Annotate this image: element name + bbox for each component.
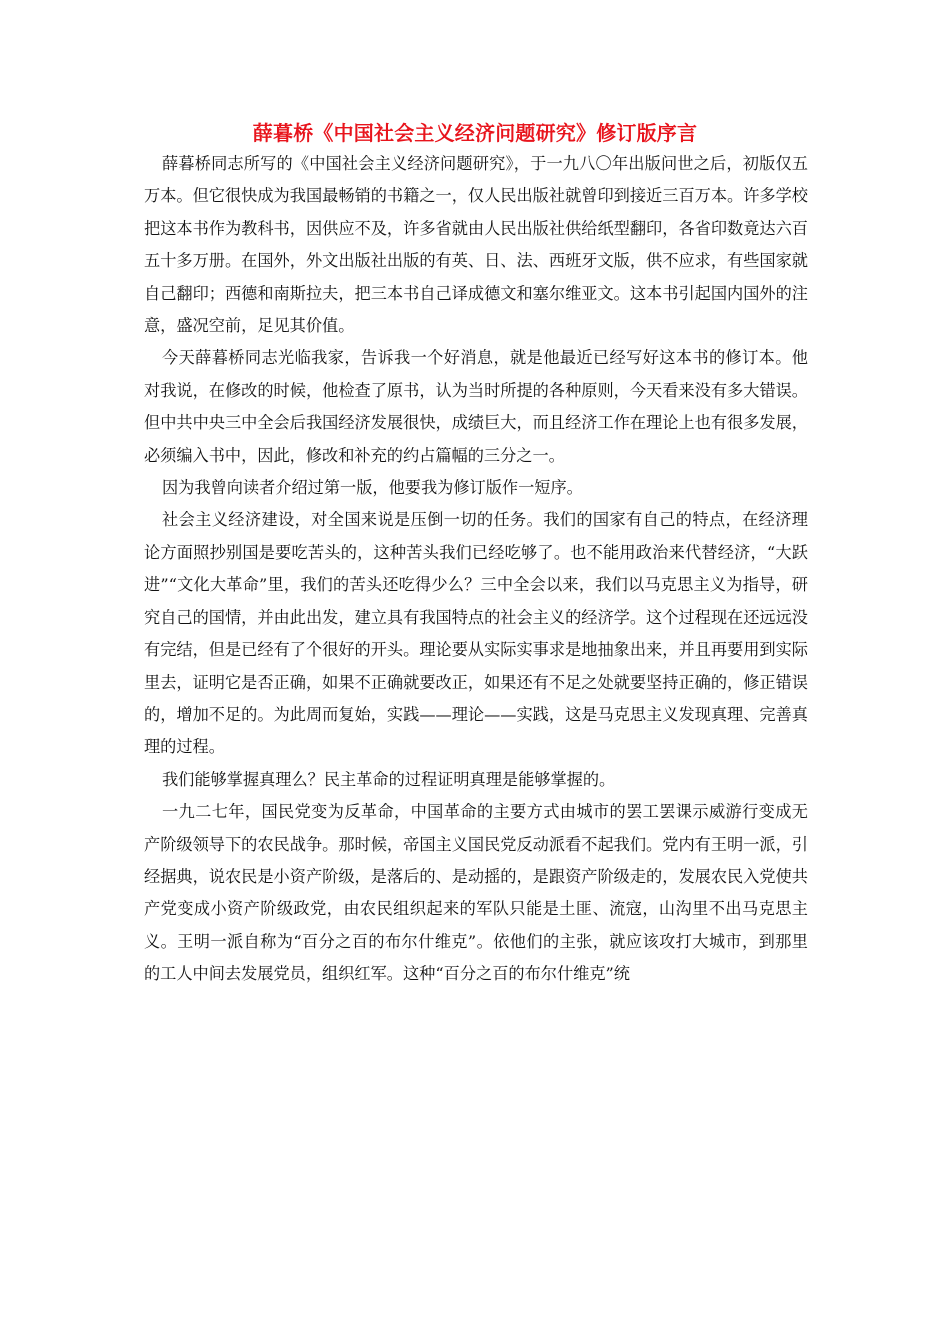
document-title: 薛暮桥《中国社会主义经济问题研究》修订版序言 xyxy=(252,121,698,145)
paragraph-4: 社会主义经济建设，对全国来说是压倒一切的任务。我们的国家有自己的特点，在经济理论方面照抄别国是要吃苦头的，这种苦头我们已经吃够了。也不能用政治来代替经济，“大跃进”“文化大革命”里，我们的苦头还吃得少么？三中全会以来，我们以马克思主义为指导，研究自己的国情，并由此出发，建立具有我国特点的社会主义的经济学。这个过程现在还远远没有完结，但是已经有了个很好的开头。理论要从实际实事求是地抽象出来，并且再要用到实际里去，证明它是否正确，如果不正确就要改正，如果还有不足之处就要坚持正确的，修正错误的，增加不足的。为此周而复始，实践——理论——实践，这是马克思主义发现真理、完善真理的过程。 xyxy=(144,510,808,757)
document-body xyxy=(144,148,808,991)
paragraph-1: 薛暮桥同志所写的《中国社会主义经济问题研究》，于一九八〇年出版问世之后，初版仅五万本。但它很快成为我国最畅销的书籍之一，仅人民出版社就曾印到接近三百万本。许多学校把这本书作为教科书，因供应不及，许多省就由人民出版社供给纸型翻印，各省印数竟达六百五十多万册。在国外，外文出版社出版的有英、日、法、西班牙文版，供不应求，有些国家就自己翻印；西德和南斯拉夫，把三本书自己译成德文和塞尔维亚文。这本书引起国内国外的注意，盛况空前，足见其价值。 xyxy=(144,154,808,336)
paragraph-3: 因为我曾向读者介绍过第一版，他要我为修订版作一短序。 xyxy=(162,478,583,498)
paragraph-2: 今天薛暮桥同志光临我家，告诉我一个好消息，就是他最近已经写好这本书的修订本。他对我说，在修改的时候，他检查了原书，认为当时所提的各种原则，今天看来没有多大错误。但中共中央三中全会后我国经济发展很快，成绩巨大，而且经济工作在理论上也有很多发展，必须编入书中，因此，修改和补充的约占篇幅的三分之一。 xyxy=(144,348,808,465)
paragraph-6: 一九二七年，国民党变为反革命，中国革命的主要方式由城市的罢工罢课示威游行变成无产阶级领导下的农民战争。那时候，帝国主义国民党反动派看不起我们。党内有王明一派，引经据典，说农民是小资产阶级，是落后的、是动摇的，是跟资产阶级走的，发展农民入党使共产党变成小资产阶级政党，由农民组织起来的军队只能是土匪、流寇，山沟里不出马克思主义。王明一派自称为“百分之百的布尔什维克”。依他们的主张，就应该攻打大城市，到那里的工人中间去发展党员，组织红军。这种“百分之百的布尔什维克”统 xyxy=(144,802,808,984)
paragraph-5: 我们能够掌握真理么？民主革命的过程证明真理是能够掌握的。 xyxy=(162,769,616,789)
